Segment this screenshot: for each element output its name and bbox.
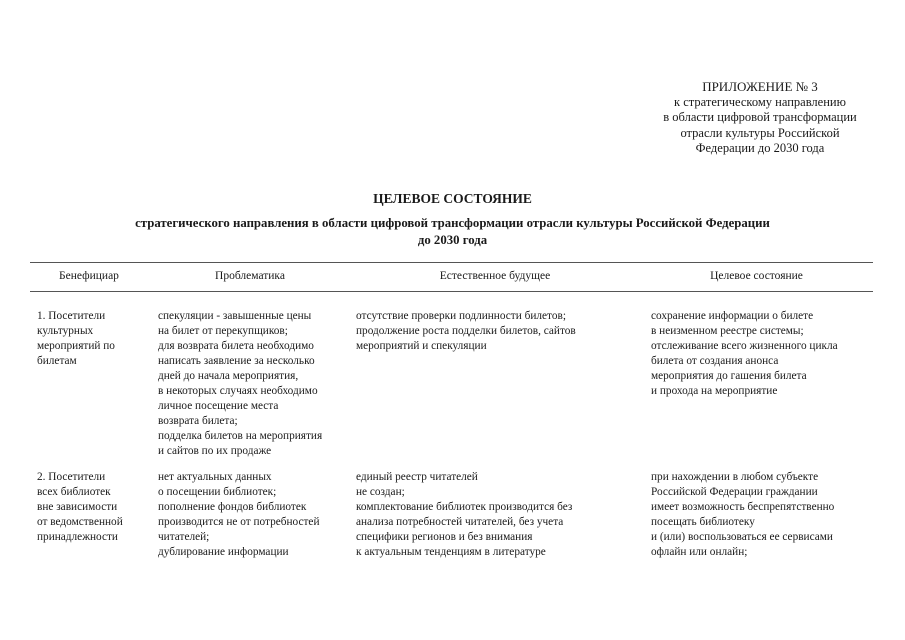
cell-target-state: сохранение информации о билете в неизменном реестре системы; отслеживание всего жизненного цикла билета от создания анонса мероприятия до гашения билета и прохода на мероприятие	[651, 310, 838, 397]
subtitle-line: до 2030 года	[417, 232, 488, 247]
cell-natural-future: отсутствие проверки подлинности билетов; продолжение роста подделки билетов, сайтов мероприятий и спекуляции	[356, 310, 576, 352]
subtitle-line: стратегического направления в области цифровой трансформации отрасли культуры Российской Федерации	[135, 216, 770, 230]
document-subtitle	[60, 215, 845, 248]
appendix-title: ПРИЛОЖЕНИЕ № 3	[702, 79, 818, 94]
cell-beneficiary: 2. Посетители всех библиотек вне зависимости от ведомственной принадлежности	[37, 471, 123, 543]
appendix-block	[600, 79, 905, 156]
appendix-line: отрасли культуры Российской	[680, 125, 840, 140]
table-top-rule	[30, 262, 873, 263]
document-title: ЦЕЛЕВОЕ СОСТОЯНИЕ	[373, 191, 532, 206]
cell-problem: спекуляции - завышенные цены на билет от перекупщиков; для возврата билета необходимо написать заявление за несколько дней до начала мероприятия, в некоторых случаях необходимо личное посещение места возврата билета; подделка билетов на мероприятия и сайтов по их продаже	[158, 310, 323, 457]
cell-problem: нет актуальных данных о посещении библиотек; пополнение фондов библиотек производится не от потребностей читателей; дублирование информации	[158, 471, 320, 558]
appendix-line: Федерации до 2030 года	[695, 140, 825, 155]
appendix-line: в области цифровой трансформации	[663, 110, 857, 125]
column-header-problem: Проблематика	[215, 270, 285, 282]
appendix-line: к стратегическому направлению	[674, 95, 846, 110]
column-header-target-state: Целевое состояние	[710, 270, 803, 282]
column-header-beneficiary: Бенефициар	[59, 270, 119, 282]
cell-target-state: при нахождении в любом субъекте Российской Федерации граждании имеет возможность беспрепятственно посещать библиотеку и (или) воспользоваться ее сервисами офлайн или онлайн;	[651, 471, 835, 558]
table-header-rule	[30, 291, 873, 292]
column-header-natural-future: Естественное будущее	[439, 270, 551, 282]
cell-natural-future: единый реестр читателей не создан; комплектование библиотек производится без анализа потребностей читателей, без учета специфики регионов и без внимания к актуальным тенденциям в литературе	[356, 471, 573, 558]
cell-beneficiary: 1. Посетители культурных мероприятий по билетам	[37, 310, 115, 367]
